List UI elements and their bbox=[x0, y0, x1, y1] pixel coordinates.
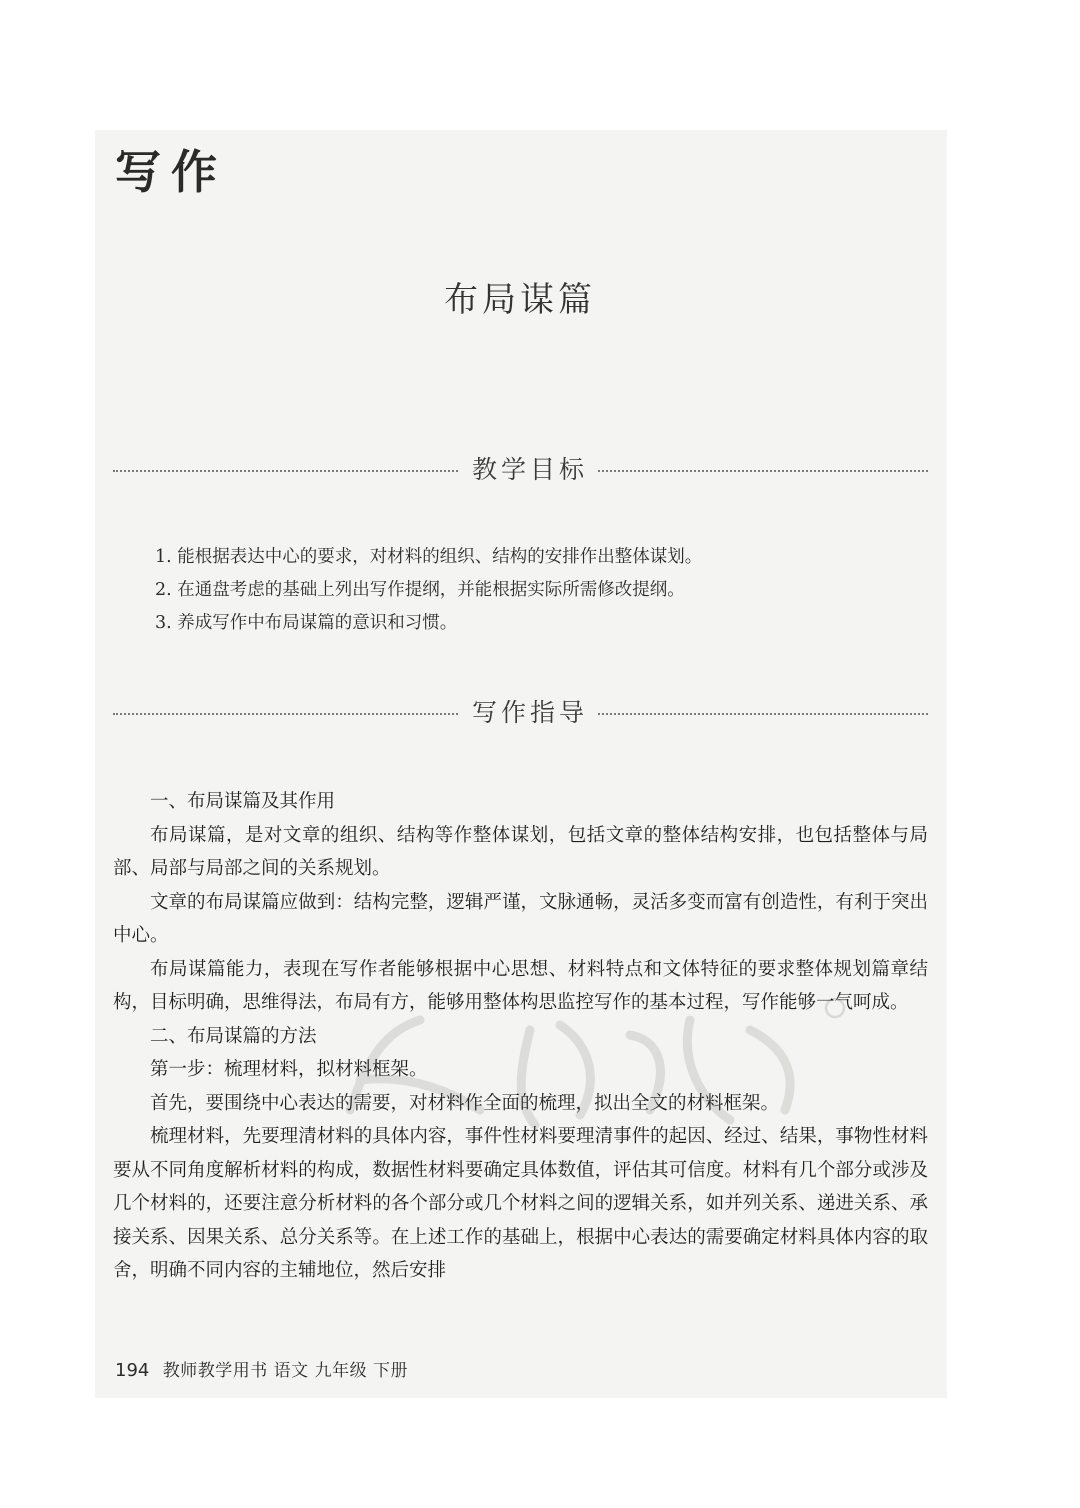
subheading: 一、布局谋篇及其作用 bbox=[150, 791, 336, 812]
paragraph: 第一步：梳理材料，拟材料框架。 bbox=[150, 1059, 428, 1080]
chapter-title: 写作 bbox=[115, 145, 227, 199]
paragraph: 文章的布局谋篇应做到：结构完整，逻辑严谨，文脉通畅，灵活多变而富有创造性，有利于突出中心。 bbox=[113, 891, 928, 946]
objective-item: 2. 在通盘考虑的基础上列出写作提纲，并能根据实际所需修改提纲。 bbox=[155, 580, 685, 600]
guidance-section-header bbox=[113, 693, 928, 733]
dotted-rule-right bbox=[598, 470, 928, 472]
dotted-rule-left bbox=[113, 470, 458, 472]
objectives-list bbox=[155, 541, 915, 640]
objectives-section-header bbox=[113, 450, 928, 490]
objective-item: 3. 养成写作中布局谋篇的意识和习惯。 bbox=[155, 613, 458, 633]
lesson-title: 布局谋篇 bbox=[444, 280, 596, 320]
dotted-rule-left bbox=[113, 713, 458, 715]
objective-item: 1. 能根据表达中心的要求，对材料的组织、结构的安排作出整体谋划。 bbox=[155, 547, 703, 567]
subheading: 二、布局谋篇的方法 bbox=[150, 1025, 317, 1047]
page-number: 194 bbox=[115, 1360, 150, 1381]
section-heading: 写作指导 bbox=[471, 698, 588, 727]
paragraph: 布局谋篇，是对文章的组织、结构等作整体谋划，包括文章的整体结构安排，也包括整体与局部、局部与局部之间的关系规划。 bbox=[113, 824, 928, 879]
dotted-rule-right bbox=[598, 713, 928, 715]
guidance-body bbox=[113, 785, 928, 1288]
book-title: 教师教学用书 语文 九年级 下册 bbox=[162, 1361, 408, 1381]
section-heading: 教学目标 bbox=[471, 455, 588, 484]
paragraph: 梳理材料，先要理清材料的具体内容，事件性材料要理清事件的起因、经过、结果，事物性材料要从不同角度解析材料的构成，数据性材料要确定具体数值，评估其可信度。材料有几个部分或涉及几个材料的，还要注意分析材料的各个部分或几个材料之间的逻辑关系，如并列关系、递进关系、承接关系、因果关系、总分关系等。在上述工作的基础上，根据中心表达的需要确定材料具体内容的取舍，明确不同内容的主辅地位，然后安排 bbox=[113, 1126, 928, 1281]
paragraph: 布局谋篇能力，表现在写作者能够根据中心思想、材料特点和文体特征的要求整体规划篇章结构，目标明确，思维得法，布局有方，能够用整体构思监控写作的基本过程，写作能够一气呵成。 bbox=[113, 958, 928, 1013]
paragraph: 首先，要围绕中心表达的需要，对材料作全面的梳理，拟出全文的材料框架。 bbox=[150, 1092, 780, 1114]
page-footer bbox=[115, 1356, 408, 1381]
